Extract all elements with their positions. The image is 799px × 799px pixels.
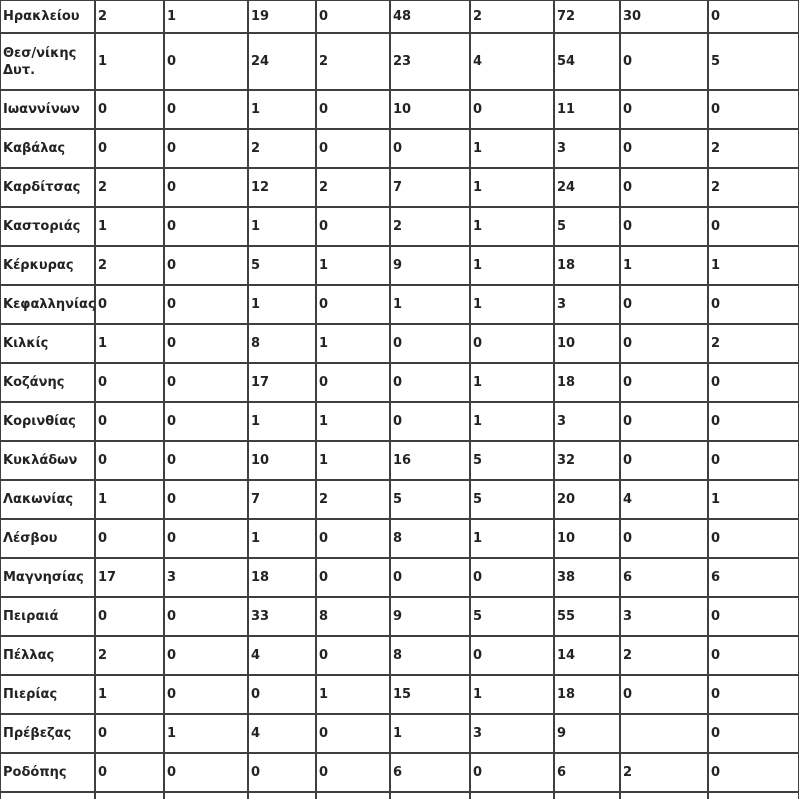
table-row <box>0 285 799 324</box>
value-cell: 15 <box>390 675 470 714</box>
table-row <box>0 207 799 246</box>
value-cell: 0 <box>620 207 708 246</box>
value-cell: 0 <box>316 0 390 33</box>
value-cell: 0 <box>390 363 470 402</box>
value-cell: 2 <box>390 207 470 246</box>
value-cell: 17 <box>248 363 316 402</box>
region-name-cell: Πειραιά <box>0 597 95 636</box>
table-row <box>0 558 799 597</box>
value-cell: 2 <box>316 33 390 90</box>
value-cell: 0 <box>708 597 799 636</box>
value-cell: 0 <box>164 246 248 285</box>
value-cell: 0 <box>316 285 390 324</box>
value-cell: 24 <box>248 33 316 90</box>
region-name-cell: Πρέβεζας <box>0 714 95 753</box>
value-cell: 1 <box>390 285 470 324</box>
table-row <box>0 363 799 402</box>
value-cell: 4 <box>470 33 554 90</box>
value-cell: 0 <box>620 285 708 324</box>
value-cell: 0 <box>316 714 390 753</box>
value-cell: 0 <box>95 441 164 480</box>
value-cell: 18 <box>554 246 620 285</box>
value-cell: 0 <box>164 441 248 480</box>
value-cell: 0 <box>708 207 799 246</box>
value-cell: 0 <box>164 597 248 636</box>
table-row <box>0 33 799 90</box>
value-cell: 32 <box>554 441 620 480</box>
value-cell: 0 <box>95 714 164 753</box>
value-cell: 0 <box>708 285 799 324</box>
value-cell: 0 <box>316 129 390 168</box>
value-cell: 2 <box>620 753 708 792</box>
value-cell: 18 <box>248 558 316 597</box>
value-cell: 2 <box>95 636 164 675</box>
table-row <box>0 753 799 792</box>
value-cell: 9 <box>390 246 470 285</box>
value-cell: 0 <box>164 363 248 402</box>
value-cell: 0 <box>620 675 708 714</box>
value-cell: 0 <box>390 324 470 363</box>
region-name-cell: Καβάλας <box>0 129 95 168</box>
value-cell: 0 <box>620 402 708 441</box>
value-cell: 1 <box>316 402 390 441</box>
value-cell: 0 <box>95 402 164 441</box>
value-cell: 1 <box>470 402 554 441</box>
value-cell: 3 <box>164 558 248 597</box>
value-cell: 3 <box>554 129 620 168</box>
value-cell: 1 <box>164 714 248 753</box>
table-row <box>0 675 799 714</box>
value-cell: 0 <box>95 90 164 129</box>
value-cell: 8 <box>390 519 470 558</box>
value-cell: 1 <box>470 246 554 285</box>
value-cell: 0 <box>708 363 799 402</box>
value-cell: 1 <box>164 0 248 33</box>
value-cell: 4 <box>248 714 316 753</box>
value-cell <box>470 792 554 799</box>
table-row <box>0 519 799 558</box>
region-name-cell: Κέρκυρας <box>0 246 95 285</box>
value-cell <box>708 792 799 799</box>
value-cell: 0 <box>164 519 248 558</box>
value-cell: 0 <box>708 519 799 558</box>
table-row <box>0 441 799 480</box>
table-row <box>0 168 799 207</box>
value-cell: 6 <box>620 558 708 597</box>
value-cell: 4 <box>248 636 316 675</box>
table-row <box>0 324 799 363</box>
value-cell: 0 <box>316 207 390 246</box>
value-cell: 1 <box>248 519 316 558</box>
value-cell: 1 <box>470 129 554 168</box>
value-cell: 1 <box>470 675 554 714</box>
value-cell: 1 <box>316 246 390 285</box>
value-cell: 1 <box>316 441 390 480</box>
value-cell: 0 <box>708 753 799 792</box>
table-row <box>0 714 799 753</box>
region-name-cell: Ροδόπης <box>0 753 95 792</box>
value-cell: 0 <box>164 285 248 324</box>
value-cell: 0 <box>316 519 390 558</box>
value-cell: 0 <box>164 90 248 129</box>
value-cell: 0 <box>390 558 470 597</box>
region-name-cell: Κιλκίς <box>0 324 95 363</box>
value-cell: 0 <box>620 33 708 90</box>
value-cell <box>248 792 316 799</box>
value-cell: 9 <box>554 714 620 753</box>
region-name-cell: Κυκλάδων <box>0 441 95 480</box>
value-cell: 1 <box>390 714 470 753</box>
value-cell: 0 <box>316 636 390 675</box>
value-cell: 3 <box>620 597 708 636</box>
value-cell <box>390 792 470 799</box>
value-cell <box>316 792 390 799</box>
value-cell: 0 <box>708 714 799 753</box>
value-cell: 5 <box>248 246 316 285</box>
region-name-cell: Κοζάνης <box>0 363 95 402</box>
table-row <box>0 129 799 168</box>
value-cell: 16 <box>390 441 470 480</box>
value-cell: 0 <box>248 675 316 714</box>
value-cell: 0 <box>620 441 708 480</box>
value-cell: 0 <box>164 480 248 519</box>
value-cell: 0 <box>470 324 554 363</box>
value-cell: 0 <box>95 753 164 792</box>
region-name-cell <box>0 792 95 799</box>
value-cell: 1 <box>470 285 554 324</box>
region-name-cell: Πιερίας <box>0 675 95 714</box>
value-cell: 0 <box>164 753 248 792</box>
value-cell: 0 <box>95 285 164 324</box>
value-cell: 0 <box>95 597 164 636</box>
table-row <box>0 636 799 675</box>
region-name-cell: Καστοριάς <box>0 207 95 246</box>
value-cell: 54 <box>554 33 620 90</box>
value-cell: 5 <box>390 480 470 519</box>
value-cell: 0 <box>95 129 164 168</box>
value-cell: 1 <box>95 324 164 363</box>
value-cell <box>554 792 620 799</box>
value-cell: 1 <box>95 480 164 519</box>
value-cell: 0 <box>390 402 470 441</box>
region-name-cell: Καρδίτσας <box>0 168 95 207</box>
value-cell: 24 <box>554 168 620 207</box>
value-cell: 18 <box>554 363 620 402</box>
value-cell: 5 <box>470 480 554 519</box>
value-cell: 9 <box>390 597 470 636</box>
value-cell: 2 <box>95 168 164 207</box>
table-row <box>0 597 799 636</box>
value-cell: 0 <box>620 168 708 207</box>
value-cell: 0 <box>620 129 708 168</box>
value-cell: 1 <box>95 207 164 246</box>
value-cell: 48 <box>390 0 470 33</box>
value-cell: 0 <box>164 402 248 441</box>
value-cell: 2 <box>708 324 799 363</box>
value-cell: 0 <box>95 363 164 402</box>
value-cell: 1 <box>95 675 164 714</box>
table-row <box>0 246 799 285</box>
value-cell <box>620 714 708 753</box>
region-name-cell: Λέσβου <box>0 519 95 558</box>
value-cell: 1 <box>248 402 316 441</box>
value-cell: 1 <box>470 363 554 402</box>
value-cell: 0 <box>708 402 799 441</box>
value-cell: 72 <box>554 0 620 33</box>
value-cell: 5 <box>708 33 799 90</box>
value-cell: 0 <box>708 636 799 675</box>
value-cell: 0 <box>620 90 708 129</box>
value-cell: 3 <box>554 402 620 441</box>
region-name-cell: Μαγνησίας <box>0 558 95 597</box>
value-cell: 6 <box>554 753 620 792</box>
value-cell <box>164 792 248 799</box>
value-cell: 2 <box>620 636 708 675</box>
value-cell: 0 <box>708 675 799 714</box>
value-cell: 3 <box>554 285 620 324</box>
region-name-cell: Πέλλας <box>0 636 95 675</box>
value-cell: 18 <box>554 675 620 714</box>
value-cell: 10 <box>554 324 620 363</box>
value-cell: 0 <box>316 90 390 129</box>
table-row <box>0 402 799 441</box>
value-cell: 2 <box>95 246 164 285</box>
value-cell: 0 <box>470 636 554 675</box>
value-cell: 2 <box>470 0 554 33</box>
table-row-partial <box>0 792 799 799</box>
value-cell: 0 <box>164 675 248 714</box>
value-cell: 2 <box>95 0 164 33</box>
value-cell: 0 <box>316 753 390 792</box>
value-cell: 38 <box>554 558 620 597</box>
value-cell: 8 <box>316 597 390 636</box>
value-cell: 0 <box>95 519 164 558</box>
value-cell: 1 <box>470 168 554 207</box>
value-cell: 0 <box>164 636 248 675</box>
value-cell <box>620 792 708 799</box>
value-cell: 2 <box>316 480 390 519</box>
value-cell: 2 <box>708 168 799 207</box>
value-cell: 55 <box>554 597 620 636</box>
table-row <box>0 90 799 129</box>
value-cell: 2 <box>316 168 390 207</box>
value-cell: 1 <box>316 324 390 363</box>
value-cell: 1 <box>708 246 799 285</box>
value-cell: 2 <box>708 129 799 168</box>
value-cell: 10 <box>248 441 316 480</box>
value-cell: 20 <box>554 480 620 519</box>
value-cell: 10 <box>390 90 470 129</box>
value-cell: 0 <box>164 324 248 363</box>
value-cell: 0 <box>316 558 390 597</box>
table-row <box>0 480 799 519</box>
value-cell: 1 <box>248 285 316 324</box>
value-cell: 0 <box>708 90 799 129</box>
value-cell: 0 <box>164 207 248 246</box>
value-cell: 0 <box>620 363 708 402</box>
value-cell: 7 <box>248 480 316 519</box>
value-cell: 1 <box>248 207 316 246</box>
value-cell: 0 <box>164 129 248 168</box>
value-cell: 1 <box>316 675 390 714</box>
value-cell: 0 <box>470 753 554 792</box>
value-cell: 11 <box>554 90 620 129</box>
value-cell: 14 <box>554 636 620 675</box>
region-name-cell: Λακωνίας <box>0 480 95 519</box>
value-cell: 0 <box>164 168 248 207</box>
value-cell: 4 <box>620 480 708 519</box>
value-cell <box>95 792 164 799</box>
value-cell: 8 <box>390 636 470 675</box>
value-cell: 6 <box>390 753 470 792</box>
value-cell: 0 <box>620 519 708 558</box>
value-cell: 12 <box>248 168 316 207</box>
value-cell: 1 <box>620 246 708 285</box>
value-cell: 5 <box>470 441 554 480</box>
region-name-cell: Θεσ/νίκης Δυτ. <box>0 33 95 90</box>
value-cell: 1 <box>470 519 554 558</box>
value-cell: 23 <box>390 33 470 90</box>
value-cell: 6 <box>708 558 799 597</box>
value-cell: 33 <box>248 597 316 636</box>
value-cell: 1 <box>708 480 799 519</box>
region-name-cell: Κορινθίας <box>0 402 95 441</box>
region-name-cell: Κεφαλληνίας <box>0 285 95 324</box>
value-cell: 30 <box>620 0 708 33</box>
value-cell: 0 <box>164 33 248 90</box>
value-cell: 1 <box>248 90 316 129</box>
value-cell: 10 <box>554 519 620 558</box>
value-cell: 0 <box>620 324 708 363</box>
value-cell: 17 <box>95 558 164 597</box>
value-cell: 0 <box>248 753 316 792</box>
value-cell: 0 <box>708 0 799 33</box>
value-cell: 8 <box>248 324 316 363</box>
value-cell: 5 <box>470 597 554 636</box>
value-cell: 0 <box>470 90 554 129</box>
table-row <box>0 0 799 33</box>
value-cell: 7 <box>390 168 470 207</box>
region-name-cell: Ιωαννίνων <box>0 90 95 129</box>
value-cell: 0 <box>470 558 554 597</box>
value-cell: 2 <box>248 129 316 168</box>
value-cell: 19 <box>248 0 316 33</box>
value-cell: 0 <box>316 363 390 402</box>
value-cell: 1 <box>95 33 164 90</box>
region-name-cell: Ηρακλείου <box>0 0 95 33</box>
value-cell: 5 <box>554 207 620 246</box>
value-cell: 0 <box>708 441 799 480</box>
value-cell: 3 <box>470 714 554 753</box>
value-cell: 0 <box>390 129 470 168</box>
value-cell: 1 <box>470 207 554 246</box>
